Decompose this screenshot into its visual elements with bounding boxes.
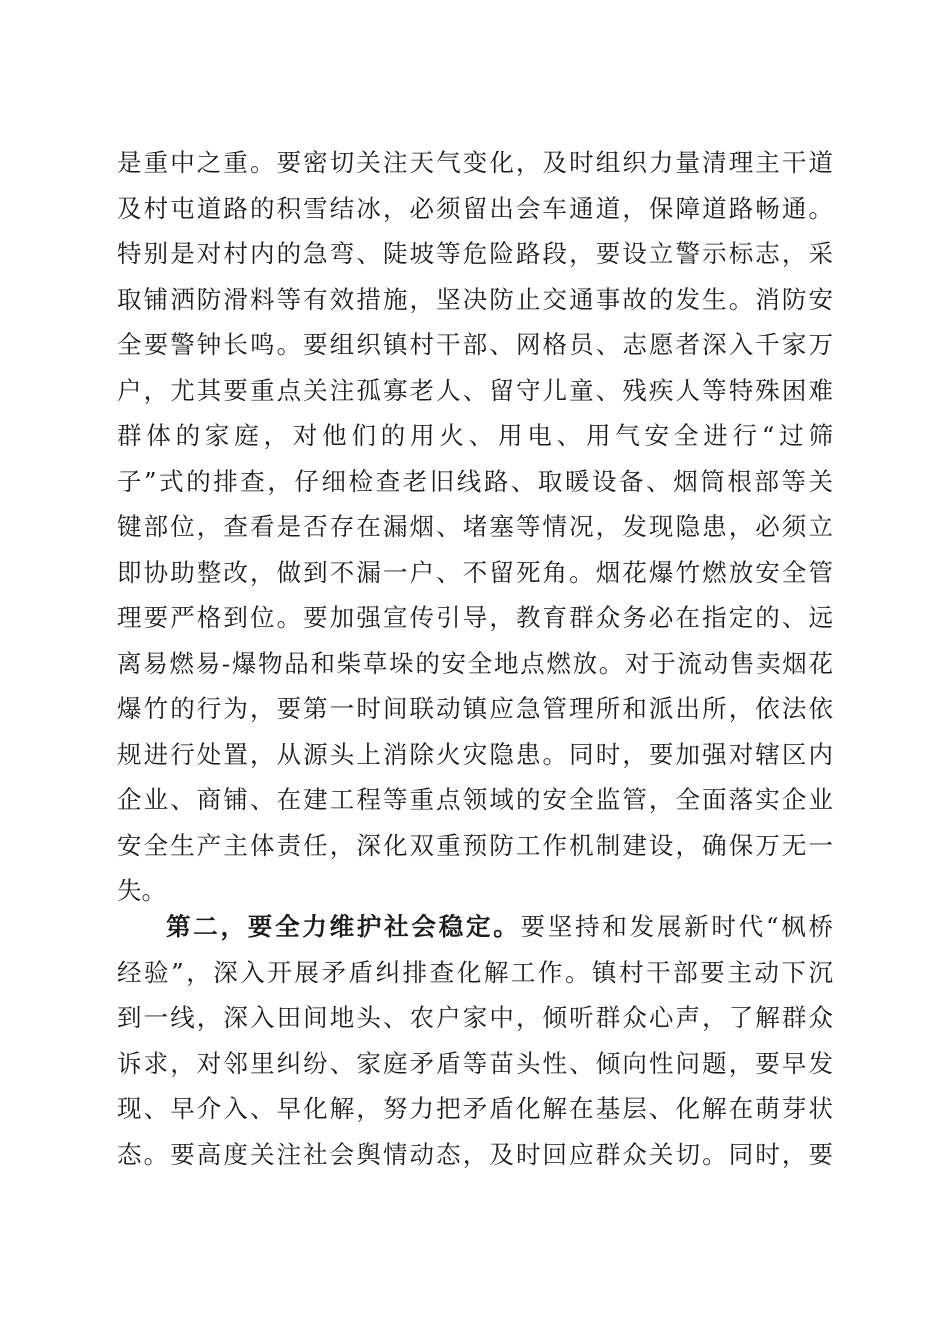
text-line: 离易燃易-爆物品和柴草垛的安全地点燃放。对于流动售卖烟花 xyxy=(117,648,833,678)
text-line: 全要警钟长鸣。要组织镇村干部、网格员、志愿者深入千家万 xyxy=(117,330,833,359)
text-line: 爆竹的行为，要第一时间联动镇应急管理所和派出所，依法依 xyxy=(117,694,833,723)
text-line: 是重中之重。要密切关注天气变化，及时组织力量清理主干道 xyxy=(117,148,833,177)
text-line: 键部位，查看是否存在漏烟、堵塞等情况，发现隐患，必须立 xyxy=(117,512,833,541)
text-line: 子”式的排查，仔细检查老旧线路、取暖设备、烟筒根部等关 xyxy=(117,466,833,496)
paragraph-safety xyxy=(117,140,833,914)
text-line: 取铺洒防滑料等有效措施，坚决防止交通事故的发生。消防安 xyxy=(117,284,833,314)
text-line: 态。要高度关注社会舆情动态，及时回应群众关切。同时，要 xyxy=(117,1139,833,1169)
text-line: 群体的家庭，对他们的用火、用电、用气安全进行“过筛 xyxy=(117,421,833,450)
text-line: 规进行处置，从源头上消除火灾隐患。同时，要加强对辖区内 xyxy=(117,739,833,769)
text-line: 特别是对村内的急弯、陡坡等危险路段，要设立警示标志，采 xyxy=(117,239,833,268)
text-line-first xyxy=(117,904,833,950)
text-line: 理要严格到位。要加强宣传引导，教育群众务必在指定的、远 xyxy=(117,603,833,632)
text-line: 即协助整改，做到不漏一户、不留死角。烟花爆竹燃放安全管 xyxy=(117,557,833,587)
text-run: 要坚持和发展新时代“枫桥 xyxy=(520,912,834,941)
paragraph-stability xyxy=(117,904,833,1177)
text-line: 失。 xyxy=(117,876,166,905)
text-line: 户，尤其要重点关注孤寡老人、留守儿童、残疾人等特殊困难 xyxy=(117,375,833,405)
text-line: 到一线，深入田间地头、农户家中，倾听群众心声，了解群众 xyxy=(117,1003,833,1032)
text-line: 经验”，深入开展矛盾纠排查化解工作。镇村干部要主动下沉 xyxy=(117,957,833,987)
text-line: 诉求，对邻里纠纷、家庭矛盾等苗头性、倾向性问题，要早发 xyxy=(117,1048,833,1078)
text-line: 安全生产主体责任，深化双重预防工作机制建设，确保万无一 xyxy=(117,830,833,860)
section-heading: 第二，要全力维护社会稳定。 xyxy=(166,912,521,941)
text-line: 现、早介入、早化解，努力把矛盾化解在基层、化解在萌芽状 xyxy=(117,1094,833,1123)
text-line: 企业、商铺、在建工程等重点领域的安全监管，全面落实企业 xyxy=(117,785,833,814)
text-line: 及村屯道路的积雪结冰，必须留出会车通道，保障道路畅通。 xyxy=(117,193,833,223)
